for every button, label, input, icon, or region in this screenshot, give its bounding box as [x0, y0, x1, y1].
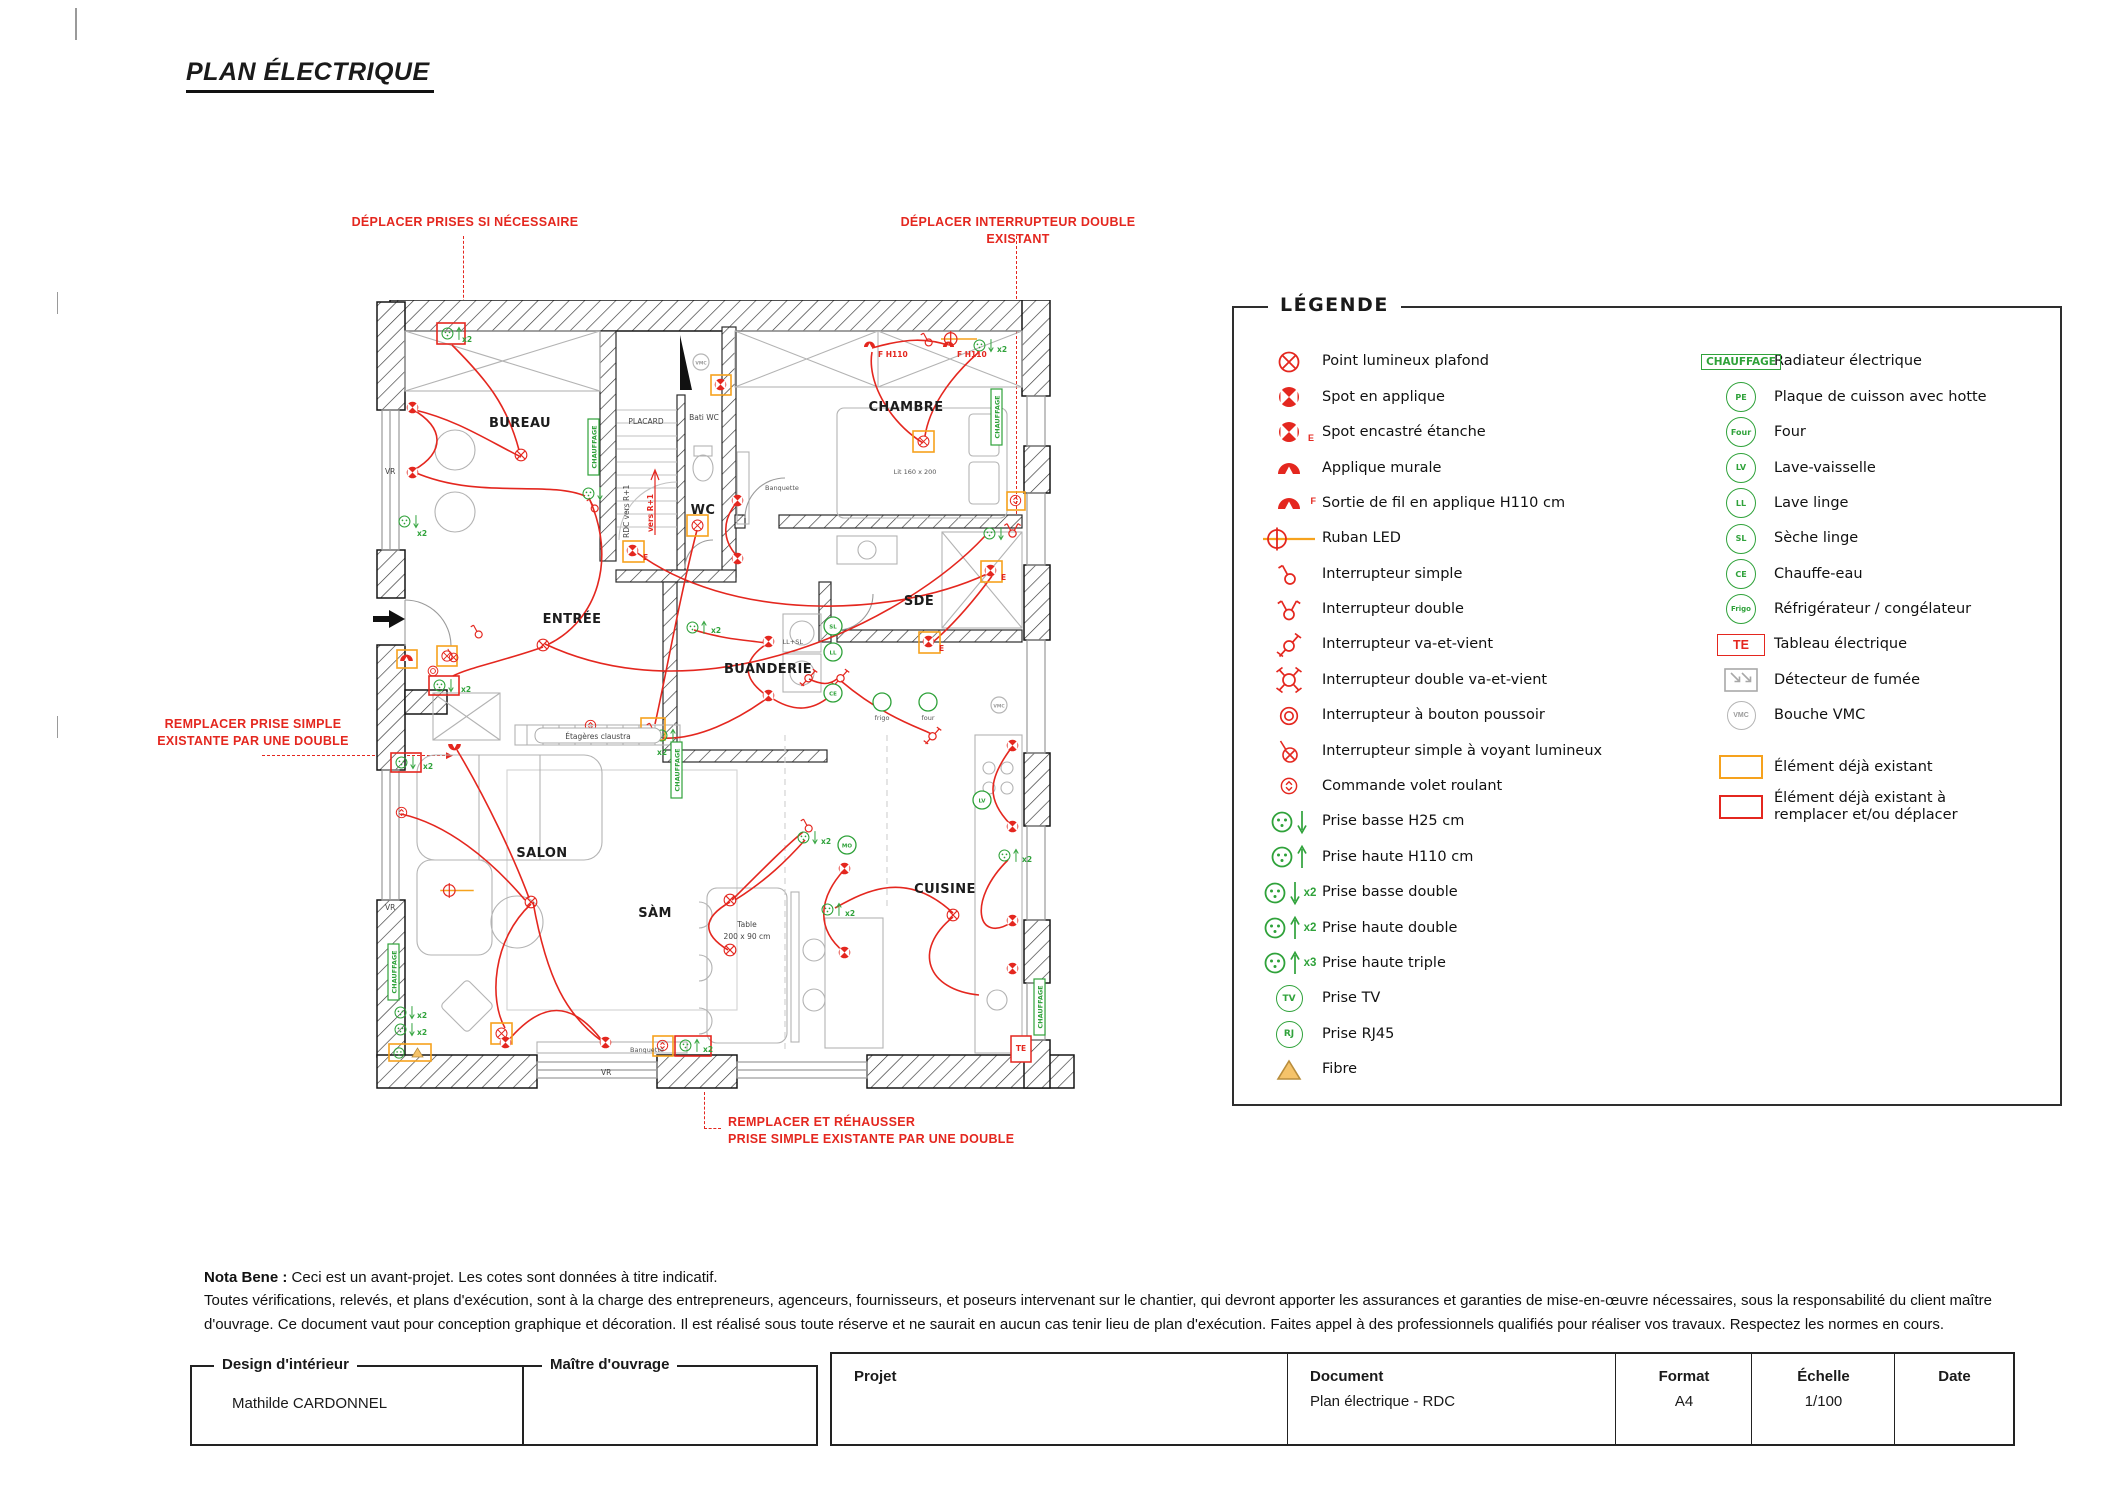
room-label-cuisine: CUISINE	[914, 882, 976, 897]
appliance-tag: MO	[841, 843, 853, 850]
maitre-label: Maître d'ouvrage	[542, 1356, 677, 1373]
appliance-tag: TE	[1015, 1044, 1027, 1053]
interrupteur-voyant-icon	[1256, 738, 1322, 764]
annotation-line: PRISE SIMPLE EXISTANTE PAR UNE DOUBLE	[728, 1131, 1015, 1146]
annotation-remplacer-rehausser	[728, 1114, 1014, 1148]
floor-plan	[367, 300, 1075, 1090]
plan-text: x2	[1022, 855, 1033, 864]
lave-linge-icon	[1708, 488, 1774, 518]
legend-label: Sèche linge	[1774, 530, 1859, 547]
plan-labels	[385, 350, 987, 1077]
interior-walls	[600, 327, 1022, 762]
plan-text: Bati WC	[689, 413, 719, 422]
legend-label: Interrupteur à bouton poussoir	[1322, 707, 1545, 724]
legend-label: Bouche VMC	[1774, 707, 1866, 724]
legend-label: Prise haute triple	[1322, 955, 1446, 971]
nota-line	[204, 1266, 1992, 1289]
legend-item	[1256, 556, 1686, 591]
legend-item	[1256, 769, 1686, 804]
room-label-buanderie: BUANDERIE	[723, 662, 813, 677]
legend-column-right	[1708, 344, 2052, 829]
vmc-tag: VMC	[1727, 701, 1756, 730]
plan-text: 200 x 90 cm	[723, 932, 771, 941]
plan-text: F H110	[878, 350, 908, 359]
nota-text: Ceci est un avant-projet. Les cotes sont données à titre indicatif.	[291, 1269, 718, 1286]
chauffage-badge-icon	[1708, 354, 1774, 370]
legend-label: Tableau électrique	[1774, 636, 1908, 653]
prise-haute-icon	[1256, 844, 1322, 870]
plan-text: x2	[821, 837, 832, 846]
legend-multiplier: x2	[1303, 921, 1317, 934]
appliance-tag: SL	[829, 624, 837, 631]
appliance-tag: CE	[829, 691, 837, 698]
legend-item	[1708, 344, 2052, 379]
crop-mark	[57, 716, 58, 738]
element-existant-icon	[1708, 755, 1774, 779]
plan-text: PLACARD	[628, 417, 664, 426]
tableau-electrique-icon	[1708, 634, 1774, 656]
legend-label: Commande volet roulant	[1322, 778, 1503, 795]
chauffage-badge: CHAUFFAGE	[993, 395, 1002, 439]
legend-label: Point lumineux plafond	[1322, 353, 1489, 370]
legend-item	[1256, 344, 1686, 379]
plan-text: F H110	[957, 350, 987, 359]
annotation-line: EXISTANTE PAR UNE DOUBLE	[157, 733, 349, 748]
furniture	[405, 331, 1022, 1053]
plaque-cuisson-icon	[1708, 382, 1774, 412]
plan-text: LL+SL	[782, 638, 803, 646]
pe-tag: PE	[1726, 382, 1756, 412]
legend-label: Lave-vaisselle	[1774, 459, 1876, 476]
legend-item	[1256, 486, 1686, 521]
annotation-deplacer-prises: DÉPLACER PRISES SI NÉCESSAIRE	[351, 215, 579, 229]
legend-label: Élément déjà existant	[1774, 758, 1933, 775]
annotation-line: REMPLACER PRISE SIMPLE	[164, 717, 342, 731]
format-value: A4	[1674, 1393, 1694, 1410]
legend-item	[1256, 521, 1686, 556]
nota-text: Toutes vérifications, relevés, et plans d'exécution, sont à la charge des entrepreneurs, agenceurs, fournisseurs, et poseurs intervenant sur le chantier, qui devront apporter les assurances et garanties de mise-en-œuvre nécessaires, sous la responsabilité du client maître	[204, 1292, 1992, 1310]
legend-label: Lave linge	[1774, 494, 1849, 511]
prise-rj45-icon	[1256, 1021, 1322, 1048]
four-tag: Four	[1726, 417, 1756, 447]
legend-label: Prise TV	[1322, 990, 1381, 1007]
legend-item	[1256, 1052, 1686, 1087]
detecteur-fumee-icon	[1708, 667, 1774, 693]
plan-text: x2	[462, 335, 473, 344]
legend-item	[1256, 698, 1686, 733]
legend-item	[1256, 804, 1686, 839]
legend-item	[1256, 415, 1686, 450]
legend-item	[1708, 749, 2052, 784]
lave-vaisselle-icon	[1708, 453, 1774, 483]
point-lumineux-icon	[1256, 349, 1322, 375]
plan-text: x2	[461, 685, 472, 694]
footer-cell-date	[1894, 1354, 2014, 1444]
sl-tag: SL	[1726, 524, 1756, 554]
interrupteur-double-va-et-vient-icon	[1256, 665, 1322, 695]
applique-murale-icon	[1256, 461, 1322, 475]
projet-label: Projet	[854, 1368, 897, 1385]
crop-mark	[75, 8, 77, 40]
legend-label: Spot encastré étanche	[1322, 424, 1486, 441]
legend-label: Détecteur de fumée	[1774, 671, 1921, 688]
four-icon	[1708, 417, 1774, 447]
plan-text: x2	[997, 345, 1008, 354]
legend-label: Ruban LED	[1322, 530, 1401, 547]
echelle-value: 1/100	[1804, 1393, 1843, 1410]
annotation-line: REMPLACER ET RÉHAUSSER	[728, 1115, 916, 1129]
legend-label: Interrupteur simple à voyant lumineux	[1322, 742, 1603, 759]
footer-cell-echelle	[1751, 1354, 1895, 1444]
entry-arrow-icon	[373, 610, 405, 628]
legend-item	[1256, 663, 1686, 698]
design-label: Design d'intérieur	[214, 1356, 357, 1373]
bouton-poussoir-icon	[1256, 704, 1322, 728]
room-label-chambre: CHAMBRE	[868, 400, 944, 415]
spot-etanche-icon	[1256, 419, 1322, 445]
frigo-tag: Frigo	[1726, 594, 1756, 624]
annotation-leader-line	[704, 1092, 721, 1129]
legend-item	[1708, 698, 2052, 733]
footer-table	[830, 1352, 2015, 1446]
legend-label: Spot en applique	[1322, 388, 1445, 405]
room-label-bureau: BUREAU	[489, 416, 551, 431]
bouche-vmc-icon	[1708, 701, 1774, 730]
room-label-salon: SALON	[516, 846, 568, 861]
legend-item	[1256, 910, 1686, 945]
legend-label: Plaque de cuisson avec hotte	[1774, 388, 1987, 405]
legend-item	[1256, 839, 1686, 874]
design-value: Mathilde CARDONNEL	[232, 1395, 388, 1412]
legend-label: Interrupteur double va-et-vient	[1322, 671, 1548, 688]
legend-label: Interrupteur simple	[1322, 565, 1463, 582]
prise-basse-double-icon	[1256, 880, 1322, 906]
frigo-icon	[1708, 594, 1774, 624]
legend-label: Applique murale	[1322, 459, 1442, 476]
legend-item	[1708, 627, 2052, 662]
footer-cell-document	[1287, 1354, 1638, 1444]
legend-item	[1256, 875, 1686, 910]
plan-text: VR	[385, 467, 396, 476]
appliance-tag: VMC	[695, 361, 707, 367]
seche-linge-icon	[1708, 524, 1774, 554]
legend-label: Prise RJ45	[1322, 1025, 1395, 1042]
interrupteur-va-et-vient-icon	[1256, 632, 1322, 658]
legend-item	[1708, 450, 2052, 485]
chauffage-badge: CHAUFFAGE	[590, 425, 599, 469]
legend-item	[1256, 733, 1686, 768]
plan-text: vers R+1	[646, 493, 655, 532]
plan-text: x2	[423, 762, 434, 771]
room-label-entree: ENTRÉE	[542, 612, 602, 627]
legend-label: Interrupteur va-et-vient	[1322, 636, 1494, 653]
document-value: Plan électrique - RDC	[1310, 1393, 1456, 1410]
plan-text: x2	[417, 529, 428, 538]
plan-text: E	[643, 553, 649, 562]
chauffage-chip: CHAUFFAGE	[1701, 354, 1781, 370]
plan-text: x2	[845, 909, 856, 918]
legend-item	[1708, 592, 2052, 627]
legend-title: LÉGENDE	[1268, 294, 1401, 316]
legend-column-left	[1256, 344, 1686, 1087]
legend-item	[1708, 521, 2052, 556]
legend-sub: E	[1307, 433, 1314, 444]
legend-label: Réfrigérateur / congélateur	[1774, 601, 1972, 618]
legend-label: Élément déjà existant à remplacer et/ou déplacer	[1774, 790, 1958, 823]
legend-item	[1708, 785, 2052, 829]
legend-multiplier: x3	[1303, 957, 1317, 970]
legend-label: Prise haute H110 cm	[1322, 848, 1474, 865]
legend-item	[1256, 1016, 1686, 1051]
chauffage-badge: CHAUFFAGE	[390, 950, 399, 994]
spot-applique-icon	[1256, 384, 1322, 410]
document-label: Document	[1310, 1368, 1384, 1385]
chauffage-badge: CHAUFFAGE	[673, 748, 682, 792]
prise-haute-double-icon	[1256, 915, 1322, 941]
plan-text: VR	[601, 1068, 612, 1077]
annotation-deplacer-interrupteur: DÉPLACER INTERRUPTEUR DOUBLE EXISTANT	[900, 215, 1136, 246]
room-label-sam: SÀM	[638, 906, 672, 921]
legend-sub: F	[1310, 496, 1316, 507]
footer-design-box	[190, 1356, 524, 1446]
nota-text: d'ouvrage. Ce document vaut pour conception graphique et décoration. Il est réalisé sous toute réserve et ne saurait en aucun cas tenir lieu de plan d'exécution. Faites appel à des professionnels qualifiés pour réaliser vos travaux. Respectez les normes en cours.	[204, 1315, 1945, 1333]
ce-tag: CE	[1726, 559, 1756, 589]
plan-text: x2	[657, 748, 668, 757]
appliance-tag: LV	[978, 798, 986, 805]
legend-panel	[1232, 294, 2062, 1106]
appliance-tag: VMC	[993, 704, 1005, 710]
leader-arrow: ▶	[446, 750, 453, 760]
te-tag: TE	[1717, 634, 1765, 656]
legend-label: Chauffe-eau	[1774, 565, 1863, 582]
element-remplacer-icon	[1708, 795, 1774, 819]
legend-item	[1708, 415, 2052, 450]
date-label: Date	[1938, 1368, 1971, 1385]
chauffage-badge: CHAUFFAGE	[1036, 985, 1045, 1029]
legend-item	[1256, 946, 1686, 981]
tv-tag: TV	[1276, 985, 1303, 1012]
footer-maitre-box	[520, 1356, 818, 1446]
legend-label: Radiateur électrique	[1774, 353, 1922, 370]
legend-item	[1256, 592, 1686, 627]
plan-text: Banquette	[630, 1046, 664, 1054]
legend-label: Sortie de fil en applique H110 cm	[1322, 494, 1566, 511]
chauffe-eau-icon	[1708, 559, 1774, 589]
plan-text: E	[939, 644, 945, 653]
legend-item	[1256, 450, 1686, 485]
legend-label: Prise haute double	[1322, 919, 1458, 936]
appliance-tag: LL	[829, 650, 837, 657]
plan-text: x2	[703, 1045, 714, 1054]
footer-cell-format	[1615, 1354, 1752, 1444]
prise-haute-triple-icon	[1256, 950, 1322, 976]
appliance-tags	[690, 354, 1031, 1062]
nota-label: Nota Bene :	[204, 1269, 288, 1286]
fibre-icon	[1256, 1059, 1322, 1081]
format-label: Format	[1658, 1368, 1710, 1385]
legend-label: Prise basse H25 cm	[1322, 813, 1465, 830]
windows	[382, 396, 1045, 1078]
legend-item	[1256, 981, 1686, 1016]
appliance-label: frigo	[874, 714, 890, 722]
annotation-remplacer-prise	[148, 716, 358, 750]
echelle-label: Échelle	[1797, 1368, 1850, 1385]
legend-item	[1256, 379, 1686, 414]
footer-cell-projet	[832, 1354, 1309, 1444]
room-label-sde: SDE	[903, 594, 935, 609]
plan-text: x2	[417, 1011, 428, 1020]
plan-text: VR	[385, 903, 396, 912]
plan-text: Lit 160 x 200	[893, 468, 937, 476]
sortie-fil-icon	[1256, 496, 1322, 510]
ll-tag: LL	[1726, 488, 1756, 518]
legend-item	[1256, 627, 1686, 662]
appliance-label: four	[921, 714, 935, 722]
plan-text: x2	[417, 1028, 428, 1037]
legend-item	[1708, 556, 2052, 591]
interrupteur-double-icon	[1256, 596, 1322, 622]
plan-text: x2	[711, 626, 722, 635]
prise-basse-icon	[1256, 809, 1322, 835]
plan-text: Étagères claustra	[565, 732, 631, 741]
room-label-wc: WC	[690, 503, 716, 518]
legend-label: Fibre	[1322, 1061, 1358, 1078]
nota-bene	[204, 1266, 1992, 1336]
page-title: PLAN ÉLECTRIQUE	[186, 58, 434, 93]
ruban-led-icon	[1256, 526, 1322, 552]
lv-tag: LV	[1726, 453, 1756, 483]
chauffage-badges	[388, 389, 1045, 1035]
rj-tag: RJ	[1276, 1021, 1303, 1048]
prise-tv-icon	[1256, 985, 1322, 1012]
legend-label: Prise basse double	[1322, 884, 1458, 901]
plan-text: E	[1001, 573, 1007, 582]
legend-item	[1708, 663, 2052, 698]
plan-text: RDC vers R+1	[622, 484, 631, 538]
crop-mark	[57, 292, 58, 314]
legend-label: Four	[1774, 424, 1806, 441]
interrupteur-simple-icon	[1256, 561, 1322, 587]
wall-fill	[680, 335, 692, 390]
legend-label: Interrupteur double	[1322, 601, 1464, 618]
legend-item	[1708, 486, 2052, 521]
commande-volet-icon	[1256, 775, 1322, 797]
legend-multiplier: x2	[1303, 886, 1317, 899]
legend-item	[1708, 379, 2052, 414]
plan-text: Table	[737, 920, 757, 929]
plan-text: Banquette	[765, 484, 799, 492]
